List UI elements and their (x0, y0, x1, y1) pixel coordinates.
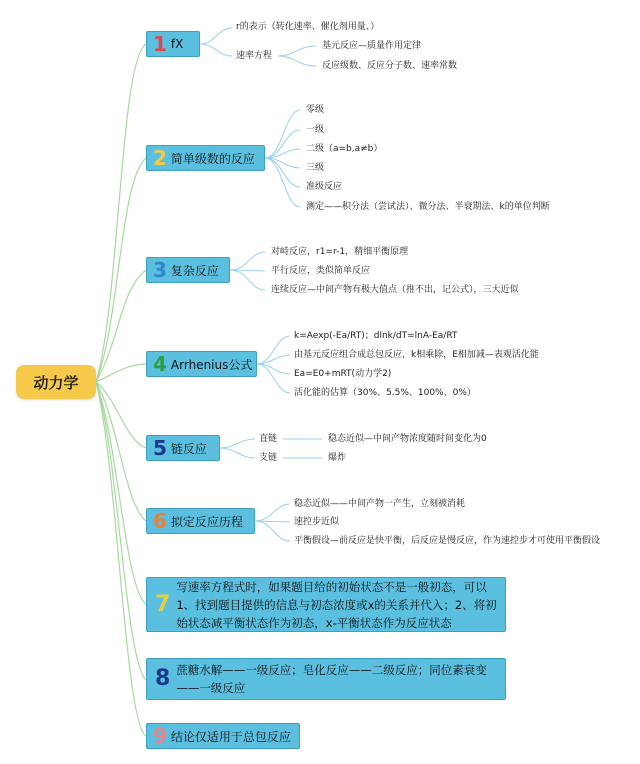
branch-4-number: 4 (153, 352, 167, 376)
branch-5-leaf-2-1: 爆炸 (328, 453, 347, 463)
branch-2-leaf-3: 二级（a=b,a≠b） (306, 144, 383, 154)
branch-5-leaf-1: 直链 (259, 434, 278, 444)
branch-2-leaf-4: 三级 (306, 163, 325, 173)
branch-1-number: 1 (153, 32, 167, 56)
branch-4-leaf-3: Ea=E0+mRT(动力学2) (294, 369, 392, 379)
branch-3 (146, 257, 230, 283)
branch-3-label: 复杂反应 (170, 263, 219, 278)
branch-8-number: 8 (155, 666, 171, 691)
branch-2-leaf-2: 一级 (306, 125, 325, 135)
branch-7-number: 7 (155, 591, 171, 617)
branch-6-number: 6 (153, 509, 167, 533)
branch-4-leaf-4: 活化能的估算（30%、5.5%、100%、0%） (294, 388, 476, 398)
root-to-branch-6 (96, 382, 146, 521)
branch-8-text (176, 661, 487, 697)
branch-2-leaf-5: 准级反应 (306, 182, 343, 192)
branch-3-number: 3 (153, 258, 167, 282)
branch-6-label: 拟定反应历程 (170, 514, 243, 529)
branch-1-leaf-2-2: 反应级数、反应分子数、速率常数 (322, 61, 458, 71)
branch-2-label: 简单级数的反应 (170, 151, 255, 166)
branch-1 (146, 31, 200, 57)
branch-3-leaf-2: 平行反应，类似简单反应 (271, 266, 371, 276)
branch-6 (146, 508, 255, 534)
branch-7-text (176, 578, 496, 632)
branch-9-label: 结论仅适用于总包反应 (170, 729, 291, 744)
branch-5-leaf-1-1: 稳态近似—中间产物浓度随时间变化为0 (328, 434, 487, 444)
branch-4-leaf-1: k=Aexp(-Ea/RT)；dlnk/dT=lnA-Ea/RT (294, 331, 458, 341)
branch-2 (146, 145, 265, 171)
branch-4-leaf-2: 由基元反应组合成总包反应，k相乘除，E相加减—表观活化能 (294, 350, 539, 360)
branch-5-label: 链反应 (170, 441, 207, 456)
branch-5-leaf-2: 支链 (259, 453, 278, 463)
branch-1-leaf-2-1: 基元反应—质量作用定律 (322, 41, 422, 51)
branch-4-label: Arrhenius公式 (170, 357, 253, 372)
branch-3-leaf-1: 对峙反应，r1=r-1，精细平衡原理 (271, 247, 409, 257)
branch-1-leaf-1: r的表示（转化速率、催化剂用量、） (236, 22, 380, 32)
branch-7-line-1: 写速率方程式时，如果题目给的初始状态不是一般初态，可以 (176, 579, 487, 594)
branch-8-line-2: ——一级反应 (176, 681, 246, 695)
root-to-branch-9 (96, 382, 146, 736)
branch-4 (146, 351, 257, 377)
branch-2-number: 2 (153, 146, 167, 170)
branch-6-leaf-3: 平衡假设—前反应是快平衡，后反应是慢反应，作为速控步才可使用平衡假设 (294, 536, 601, 546)
branch-5 (146, 435, 220, 461)
branch-7 (146, 577, 506, 632)
branch-7-line-2: 1、找到题目提供的信息与初态浓度或x的关系并代入；2、将初 (176, 597, 497, 612)
branch-6-leaf-1: 稳态近似——中间产物一产生，立刻被消耗 (294, 499, 466, 509)
root-node (16, 365, 96, 399)
branch-5-number: 5 (153, 436, 167, 460)
branch-2-leaf-6: 测定——积分法（尝试法）、微分法、半衰期法、k的单位判断 (306, 202, 550, 212)
branch-8-line-1: 蔗糖水解——一级反应；皂化反应——二级反应；同位素衰变 (176, 663, 487, 677)
branch-2-leaf-1: 零级 (306, 105, 325, 115)
branch-9-number: 9 (153, 724, 167, 748)
branch-1-leaf-2: 速率方程 (236, 51, 273, 61)
root-to-branch-1 (96, 44, 146, 382)
branch-6-leaf-2: 速控步近似 (294, 517, 340, 527)
root-to-branch-8 (96, 382, 146, 680)
root-label: 动力学 (33, 373, 79, 392)
branch-1-label: fX (170, 37, 184, 51)
branch-7-line-3: 始状态减平衡状态作为初态，x-平衡状态作为反应状态 (176, 615, 452, 630)
branch-9 (146, 723, 300, 749)
branch-3-leaf-3: 连续反应—中间产物有极大值点（推不出，记公式），三大近似 (271, 285, 519, 295)
branch-8 (146, 658, 506, 700)
